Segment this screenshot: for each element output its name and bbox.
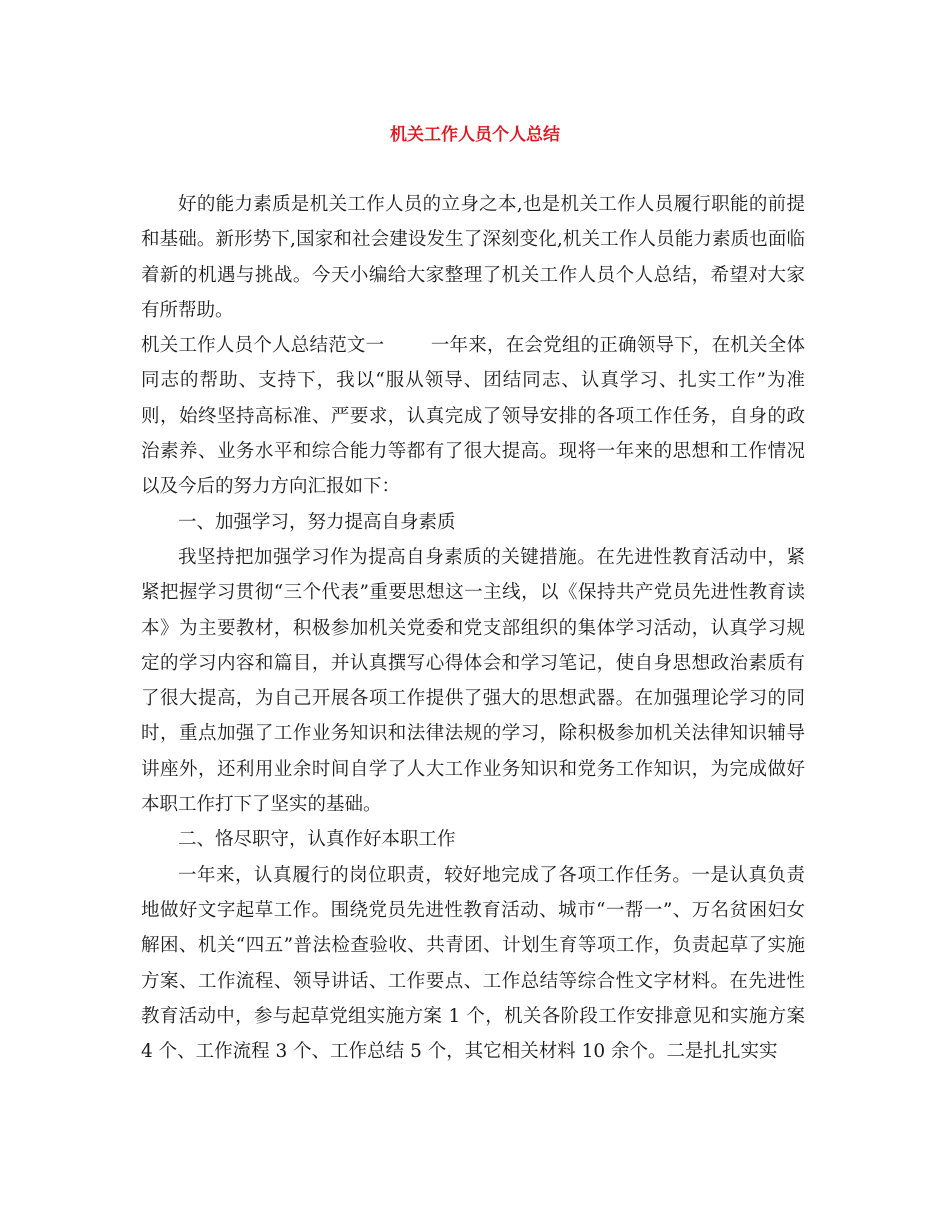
section1-body: 我坚持把加强学习作为提高自身素质的关键措施。在先进性教育活动中，紧紧把握学习贯彻“三个代表”重要思想这一主线，以《保持共产党员先进性教育读本》为主要教材，积极参加机关党委和党支部组织的集体学习活动，认真学习规定的学习内容和篇目，并认真撰写心得体会和学习笔记，使自身思想政治素质有了很大提高，为自己开展各项工作提供了强大的思想武器。在加强理论学习的同时，重点加强了工作业务知识和法律法规的学习，除积极参加机关法律知识辅导讲座外，还利用业余时间自学了人大工作业务知识和党务工作知识，为完成做好本职工作打下了坚实的基础。 [141, 546, 805, 816]
sample-paragraph [141, 328, 805, 504]
intro-paragraph: 好的能力素质是机关工作人员的立身之本,也是机关工作人员履行职能的前提和基础。新形势下,国家和社会建设发生了深刻变化,机关工作人员能力素质也面临着新的机遇与挑战。今天小编给大家整理了机关工作人员个人总结，希望对大家有所帮助。 [141, 194, 805, 321]
sample-heading: 机关工作人员个人总结范文一 [141, 335, 385, 357]
document-body [141, 187, 805, 1069]
document-title: 机关工作人员个人总结 [390, 125, 560, 145]
section2-heading: 二、恪尽职守，认真作好本职工作 [178, 829, 456, 851]
sample-opening: 一年来，在会党组的正确领导下，在机关全体同志的帮助、支持下，我以“服从领导、团结同志、认真学习、扎实工作”为准则，始终坚持高标准、严要求，认真完成了领导安排的各项工作任务，自身的政治素养、业务水平和综合能力等都有了很大提高。现将一年来的思想和工作情况以及今后的努力方向汇报如下： [141, 335, 805, 498]
section2-body: 一年来，认真履行的岗位职责，较好地完成了各项工作任务。一是认真负责地做好文字起草工作。围绕党员先进性教育活动、城市“一帮一”、万名贫困妇女解困、机关“四五”普法检查验收、共青团、计划生育等项工作，负责起草了实施方案、工作流程、领导讲话、工作要点、工作总结等综合性文字材料。在先进性教育活动中，参与起草党组实施方案 1 个，机关各阶段工作安排意见和实施方案 4 个、工作流程 3 个、工作总结 5 个，其它相关材料 10 余个。二是扎扎实实 [141, 864, 805, 1063]
section1-heading: 一、加强学习，努力提高自身素质 [178, 511, 456, 533]
